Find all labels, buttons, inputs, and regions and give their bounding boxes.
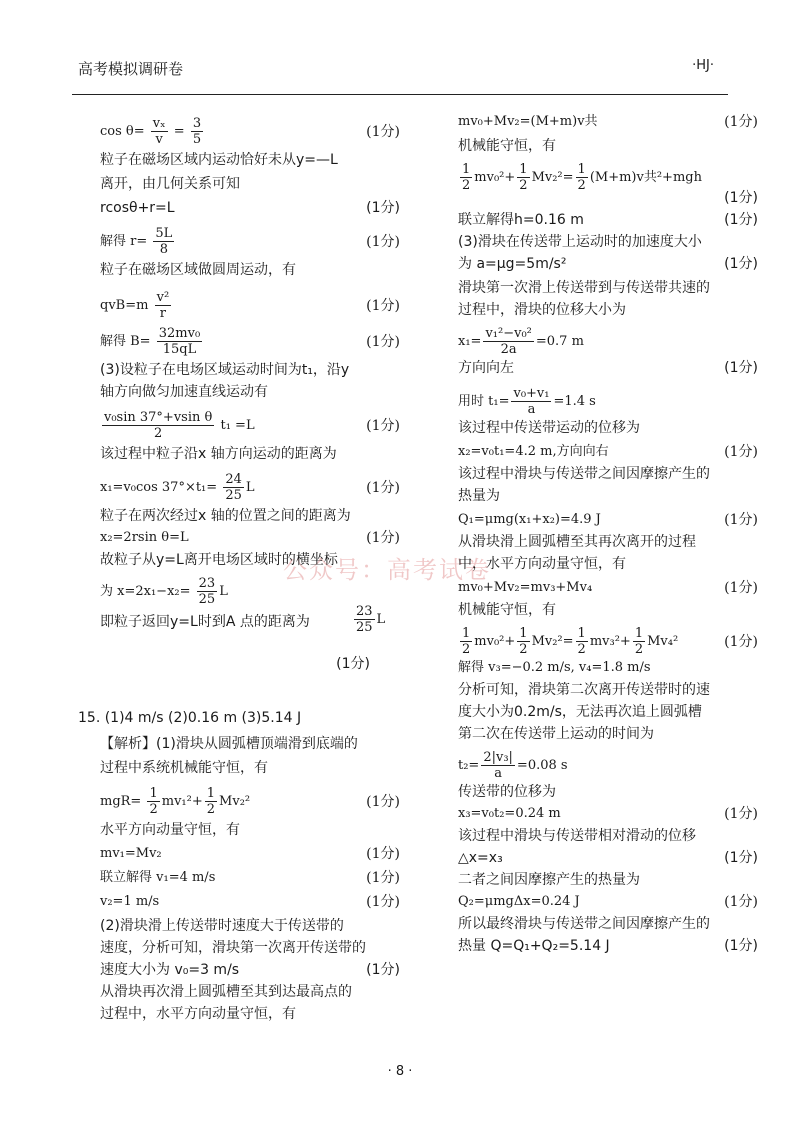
eq-text: △x=x₃ [458, 850, 503, 866]
numerator: 5L [155, 226, 173, 241]
eq-text: x₃=v₀t₂=0.24 m [458, 806, 561, 821]
denominator: 25 [225, 488, 242, 503]
eq-text: 联立解得 v₁=4 m/s [100, 870, 216, 885]
eq-momentum [100, 846, 400, 862]
text-line: 该过程中滑块与传送带相对滑动的位移 [458, 828, 696, 844]
numerator: 1 [206, 786, 216, 801]
text-line [458, 360, 758, 376]
fraction [460, 626, 472, 657]
text-line [458, 212, 758, 228]
text-line: 过程中系统机械能守恒，有 [100, 760, 268, 776]
text-line: 机械能守恒，有 [458, 602, 556, 618]
eq-text: (M+m)v共²+mgh [589, 170, 702, 185]
fraction [576, 626, 588, 657]
score-mark: (1分) [724, 580, 758, 596]
eq-x1-displacement [458, 326, 758, 357]
denominator: 2 [577, 642, 586, 657]
text-line: 热量为 [458, 488, 500, 504]
eq-v3-v4 [458, 660, 758, 676]
denominator: 8 [159, 242, 168, 257]
eq-text: 解得 v₃=−0.2 m/s, v₄=1.8 m/s [458, 660, 651, 675]
eq-text: L [376, 612, 386, 627]
eq-text: 解得 B= [100, 334, 151, 349]
header-rule [72, 94, 728, 95]
eq-text: x₁= [458, 334, 482, 349]
score-mark: (1分) [724, 850, 758, 866]
text-line: (2)滑块滑上传送带时速度大于传送带的 [100, 918, 344, 934]
score-mark: (1分) [724, 634, 758, 650]
text-line: 粒子在磁场区域做圆周运动，有 [100, 262, 296, 278]
header-title: 高考模拟调研卷 [78, 60, 184, 78]
numerator: 1 [577, 162, 586, 177]
text-line: 从滑块滑上圆弧槽至其再次离开的过程 [458, 534, 696, 550]
numerator: v₁²−v₀² [485, 326, 532, 341]
text-line: 传送带的位移为 [458, 784, 556, 800]
text-line: 机械能守恒，有 [458, 138, 556, 154]
text-line: 【解析】(1)滑块从圆弧槽顶端滑到底端的 [100, 736, 358, 752]
denominator: 2 [206, 802, 216, 817]
text-line: 离开，由几何关系可知 [100, 176, 240, 192]
score-mark: (1分) [336, 656, 370, 672]
text-line: 该过程中传送带运动的位移为 [458, 420, 640, 436]
numerator: 1 [519, 626, 528, 641]
eq-text: qvB=m [100, 298, 149, 313]
denominator: 2a [500, 342, 517, 357]
fraction [517, 626, 529, 657]
text-line [458, 256, 758, 272]
denominator: a [527, 402, 536, 417]
eq-text: rcosθ+r=L [100, 200, 175, 216]
eq-text: Mv₂² [219, 794, 251, 809]
eq-text: =0.08 s [516, 758, 568, 773]
eq-text: mv₀+Mv₂=(M+m)v共 [458, 114, 598, 129]
page-number: · 8 · [387, 1064, 413, 1079]
text-line [100, 200, 400, 216]
denominator: 2 [149, 802, 158, 817]
denominator: 25 [198, 592, 216, 607]
numerator: 1 [634, 626, 644, 641]
eq-text: 联立解得h=0.16 m [458, 212, 584, 228]
numerator: 3 [192, 116, 202, 131]
text-line: 粒子在两次经过x 轴的位置之间的距离为 [100, 508, 351, 524]
fraction [481, 750, 515, 781]
eq-text: Q₂=μmgΔx=0.24 J [458, 894, 580, 909]
denominator: 15qL [162, 342, 197, 357]
text-line: 过程中，水平方向动量守恒，有 [100, 1006, 296, 1022]
eq-text: mv₀+Mv₂=mv₃+Mv₄ [458, 580, 593, 595]
denominator: a [494, 766, 502, 781]
eq-text: x₂=2rsin θ=L [100, 530, 189, 545]
numerator: 1 [519, 162, 528, 177]
numerator: 1 [462, 162, 471, 177]
eq-momentum-shared [458, 114, 758, 130]
text-line: 过程中，滑块的位移大小为 [458, 302, 626, 318]
denominator: 2 [154, 426, 163, 441]
eq-text: L [219, 584, 228, 599]
fraction [155, 290, 172, 321]
score-mark: (1分) [366, 124, 400, 140]
fraction [102, 410, 214, 441]
eq-text: v₂=1 m/s [100, 894, 160, 909]
eq-text: mgR= [100, 794, 142, 809]
numerator: 23 [356, 604, 373, 619]
fraction [197, 576, 218, 607]
eq-r [100, 226, 400, 257]
numerator: vₓ [152, 116, 166, 131]
score-mark: (1分) [724, 360, 758, 376]
text-line [458, 850, 758, 866]
eq-cos-theta [100, 116, 400, 147]
eq-text: 速度大小为 v₀=3 m/s [100, 962, 240, 978]
numerator: v₀+v₁ [513, 386, 550, 401]
fraction [191, 116, 203, 147]
text-line: 从滑块再次滑上圆弧槽至其到达最高点的 [100, 984, 352, 1000]
watermark: 公众号：高考试卷 [283, 556, 491, 584]
fraction [205, 786, 217, 817]
question-15-answers: 15. (1)4 m/s (2)0.16 m (3)5.14 J [78, 710, 302, 726]
eq-v2 [100, 894, 400, 910]
text-line: 水平方向动量守恒，有 [100, 822, 240, 838]
fraction [633, 626, 645, 657]
text-line: 该过程中粒子沿x 轴方向运动的距离为 [100, 446, 337, 462]
numerator: 1 [149, 786, 158, 801]
text-line: 速度，分析可知，滑块第一次离开传送带的 [100, 940, 366, 956]
score-mark: (1分) [366, 418, 400, 434]
eq-text: =1.4 s [553, 394, 596, 409]
denominator: 2 [462, 642, 471, 657]
score-mark: (1分) [724, 190, 758, 206]
eq-text: mv₁=Mv₂ [100, 846, 162, 861]
fraction [153, 226, 174, 257]
fraction [147, 786, 159, 817]
text-line: 度大小为0.2m/s，无法再次追上圆弧槽 [458, 704, 702, 720]
eq-text: t₂= [458, 758, 480, 773]
text-line [458, 938, 758, 954]
text-line: (3)滑块在传送带上运动时的加速度大小 [458, 234, 702, 250]
numerator: 24 [225, 472, 242, 487]
fraction [151, 116, 168, 147]
denominator: r [159, 306, 166, 321]
eq-text: mv₃²+ [589, 634, 631, 649]
eq-text: Mv₄² [647, 634, 679, 649]
score-mark: (1分) [366, 234, 400, 250]
eq-v1 [100, 870, 400, 886]
eq-x [100, 576, 400, 607]
text-line: 中，水平方向动量守恒，有 [458, 556, 626, 572]
eq-text: L [245, 480, 255, 495]
numerator: 2|v₃| [483, 750, 513, 765]
text-line [100, 604, 400, 635]
denominator: 2 [577, 178, 586, 193]
numerator: v² [156, 290, 170, 305]
text-line: 第二次在传送带上运动的时间为 [458, 726, 654, 742]
text-line: 所以最终滑块与传送带之间因摩擦产生的 [458, 916, 710, 932]
fraction [460, 162, 472, 193]
eq-text: 方向向左 [458, 360, 514, 376]
eq-x1 [100, 472, 400, 503]
eq-energy-height [458, 162, 758, 193]
score-mark: (1分) [366, 894, 400, 910]
text-line: (3)设粒子在电场区域运动时间为t₁，沿y [100, 362, 350, 378]
denominator: 25 [356, 620, 373, 635]
score-mark: (1分) [366, 480, 400, 496]
eq-text: cos θ= [100, 124, 145, 139]
eq-text: 为 a=μg=5m/s² [458, 256, 567, 272]
eq-text: 解得 r= [100, 234, 148, 249]
eq-text: =0.7 m [535, 334, 584, 349]
eq-text: Q₁=μmg(x₁+x₂)=4.9 J [458, 512, 601, 527]
eq-qvb [100, 290, 400, 321]
eq-text: = [173, 124, 185, 139]
eq-momentum-2 [458, 580, 758, 596]
fraction [354, 604, 375, 635]
score-mark: (1分) [724, 114, 758, 130]
text-line: 滑块第一次滑上传送带到与传送带共速的 [458, 280, 710, 296]
eq-mgr [100, 786, 400, 817]
eq-x3 [458, 806, 758, 822]
numerator: 23 [198, 576, 216, 591]
eq-text: x₁=v₀cos 37°×t₁= [100, 480, 218, 495]
denominator: 2 [519, 178, 528, 193]
eq-text: 即粒子返回y=L时到A 点的距离为 [100, 614, 310, 630]
eq-t2 [458, 750, 758, 781]
fraction [511, 386, 551, 417]
text-line: 粒子在磁场区域内运动恰好未从y=—L [100, 152, 338, 168]
fraction [223, 472, 244, 503]
fraction [483, 326, 533, 357]
score-mark: (1分) [366, 334, 400, 350]
numerator: 1 [462, 626, 471, 641]
numerator: 32mv₀ [158, 326, 201, 341]
eq-q2 [458, 894, 758, 910]
score-mark: (1分) [366, 962, 400, 978]
header-code: ·HJ· [692, 58, 714, 73]
fraction [517, 162, 529, 193]
eq-b [100, 326, 400, 357]
eq-text: 为 x=2x₁−x₂= [100, 584, 191, 599]
text-line: 故粒子从y=L离开电场区域时的横坐标 [100, 552, 338, 568]
eq-text: mv₀²+ [474, 634, 516, 649]
fraction [576, 162, 588, 193]
score-mark: (1分) [366, 200, 400, 216]
eq-text: t₁ =L [220, 418, 255, 433]
score-mark: (1分) [724, 894, 758, 910]
score-mark: (1分) [724, 938, 758, 954]
text-line: 二者之间因摩擦产生的热量为 [458, 872, 640, 888]
eq-x2-belt [458, 444, 758, 460]
score-mark: (1分) [366, 298, 400, 314]
eq-text: mv₁²+ [161, 794, 203, 809]
numerator: 1 [577, 626, 586, 641]
denominator: 5 [192, 132, 202, 147]
score-mark: (1分) [366, 530, 400, 546]
eq-text: x₂=v₀t₁=4.2 m,方向向右 [458, 444, 609, 459]
eq-text: mv₀²+ [474, 170, 516, 185]
score-mark: (1分) [724, 256, 758, 272]
text-line: 分析可知，滑块第二次离开传送带时的速 [458, 682, 710, 698]
eq-t1-time [458, 386, 758, 417]
eq-result [352, 604, 385, 635]
eq-x2 [100, 530, 400, 546]
text-line: 轴方向做匀加速直线运动有 [100, 384, 268, 400]
text-line: 该过程中滑块与传送带之间因摩擦产生的 [458, 466, 710, 482]
denominator: 2 [634, 642, 644, 657]
score-mark: (1分) [724, 212, 758, 228]
eq-t1 [100, 410, 400, 441]
eq-text: Mv₂²= [531, 634, 574, 649]
score-mark: (1分) [724, 444, 758, 460]
numerator: v₀sin 37°+vsin θ [104, 410, 213, 425]
score-mark: (1分) [366, 794, 400, 810]
denominator: 2 [519, 642, 528, 657]
eq-q1 [458, 512, 758, 528]
score-mark: (1分) [366, 846, 400, 862]
denominator: v [155, 132, 163, 147]
eq-energy-2 [458, 626, 758, 657]
text-line [100, 962, 400, 978]
fraction [157, 326, 202, 357]
score-mark: (1分) [366, 870, 400, 886]
denominator: 2 [462, 178, 471, 193]
eq-text: Mv₂²= [531, 170, 574, 185]
eq-text: 用时 t₁= [458, 394, 510, 409]
score-mark: (1分) [724, 512, 758, 528]
eq-text: 热量 Q=Q₁+Q₂=5.14 J [458, 938, 610, 954]
score-mark: (1分) [724, 806, 758, 822]
